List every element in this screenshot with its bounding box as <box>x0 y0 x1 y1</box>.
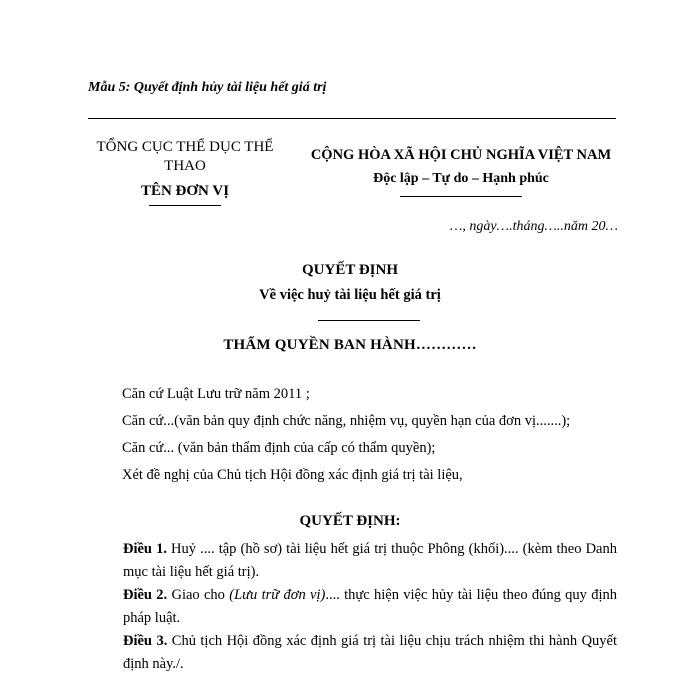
article-2-text: Giao cho <box>167 587 230 603</box>
date-line: …, ngày….tháng…..năm 20… <box>449 219 618 234</box>
article-2-label: Điều 2. <box>123 587 168 603</box>
legal-basis-item: Căn cứ Luật Lưu trữ năm 2011 ; <box>122 386 310 402</box>
legal-basis-item: Căn cứ... (văn bản thẩm định của cấp có thẩm quyền); <box>122 440 436 456</box>
top-divider <box>88 118 616 119</box>
article-3 <box>85 630 617 676</box>
org-name-line2: THAO <box>164 158 206 174</box>
motto-underline <box>400 196 522 197</box>
article-2-italic: (Lưu trữ đơn vị) <box>229 587 326 603</box>
article-3-text: Chủ tịch Hội đồng xác định giá trị tài liệu chịu trách nhiệm thi hành Quyết định này./. <box>123 633 618 672</box>
nation-name: CỘNG HÒA XÃ HỘI CHỦ NGHĨA VIỆT NAM <box>310 147 612 163</box>
legal-basis-item: Căn cứ...(văn bản quy định chức năng, nhiệm vụ, quyền hạn của đơn vị.......); <box>122 413 571 429</box>
form-title: Mẫu 5: Quyết định hủy tài liệu hết giá trị <box>88 80 327 95</box>
national-header <box>296 146 626 197</box>
article-1 <box>85 538 617 584</box>
article-2 <box>85 584 617 630</box>
issuing-organization <box>90 138 280 206</box>
article-3-label: Điều 3. <box>123 633 168 649</box>
document-subject: Về việc huỷ tài liệu hết giá trị <box>259 287 441 303</box>
org-underline <box>149 205 221 206</box>
article-2-text-rest: .... thực hiện việc hủy tài liệu theo đúng quy định pháp luật. <box>123 587 618 626</box>
article-1-label: Điều 1. <box>123 541 167 557</box>
article-1-text: Huỷ .... tập (hồ sơ) tài liệu hết giá trị thuộc Phông (khối).... (kèm theo Danh mục tài liệu hết giá trị). <box>123 541 617 580</box>
document-type-title: QUYẾT ĐỊNH <box>302 262 398 278</box>
unit-name: TÊN ĐƠN VỊ <box>140 183 230 199</box>
org-name-line1: TỔNG CỤC THỂ DỤC THỂ <box>96 139 274 155</box>
subject-underline <box>318 320 420 321</box>
national-motto: Độc lập – Tự do – Hạnh phúc <box>373 171 549 186</box>
legal-basis-item: Xét đề nghị của Chủ tịch Hội đồng xác định giá trị tài liệu, <box>122 467 463 483</box>
issuing-authority: THẨM QUYỀN BAN HÀNH………… <box>223 337 477 353</box>
decides-heading: QUYẾT ĐỊNH: <box>299 513 401 529</box>
